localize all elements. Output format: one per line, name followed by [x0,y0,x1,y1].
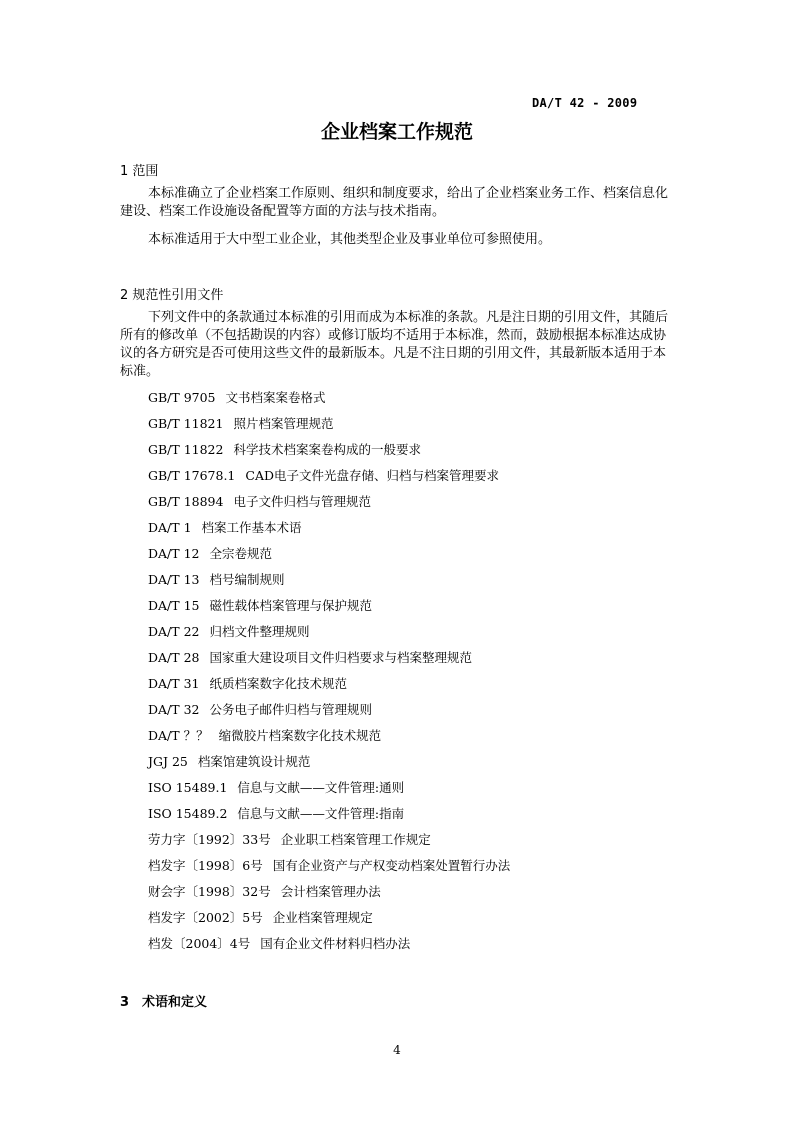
section-heading-scope: 1 范围 [120,164,159,179]
reference-title: 国有企业资产与产权变动档案处置暂行办法 [272,858,511,873]
scope-paragraph-1: 本标准确立了企业档案工作原则、组织和制度要求，给出了企业档案业务工作、档案信息化建设、档案工作设施设备配置等方面的方法与技术指南。 [120,186,669,219]
standard-code: DA/T 42 - 2009 [532,96,638,110]
reference-code: 档发〔2004〕4号 [148,936,251,951]
reference-item [148,805,510,831]
scope-paragraph-2: 本标准适用于大中型工业企业，其他类型企业及事业单位可参照使用。 [148,232,552,247]
reference-title: 档案馆建筑设计规范 [197,754,311,769]
reference-title: 信息与文献——文件管理:通则 [237,780,405,795]
reference-item [148,675,510,701]
reference-item [148,415,510,441]
reference-code: DA/T 22 [148,624,200,639]
reference-list [148,389,510,961]
reference-code: 档发字〔1998〕6号 [148,858,263,873]
reference-code: GB/T 11821 [148,416,224,431]
reference-title: 归档文件整理规则 [209,624,310,639]
reference-item [148,935,510,961]
reference-item [148,649,510,675]
reference-item [148,909,510,935]
reference-title: 磁性载体档案管理与保护规范 [209,598,372,613]
reference-item [148,831,510,857]
reference-title: 信息与文献——文件管理:指南 [237,806,405,821]
reference-code: DA/T 28 [148,650,200,665]
reference-title: 全宗卷规范 [209,546,272,561]
reference-code: ISO 15489.2 [148,806,228,821]
reference-code: DA/T 15 [148,598,200,613]
reference-code: DA/T 13 [148,572,200,587]
reference-item [148,441,510,467]
reference-title: 公务电子邮件归档与管理规则 [209,702,372,717]
reference-item [148,727,510,753]
section-heading-terms-definitions: 3 术语和定义 [120,995,208,1010]
reference-item [148,467,510,493]
references-intro-paragraph: 下列文件中的条款通过本标准的引用而成为本标准的条款。凡是注日期的引用文件，其随后所有的修改单（不包括勘误的内容）或修订版均不适用于本标准，然而，鼓励根据本标准达成协议的各方研究是否可使用这些文件的最新版本。凡是不注日期的引用文件，其最新版本适用于本标准。 [120,310,669,379]
reference-item [148,519,510,545]
reference-code: DA/T 32 [148,702,200,717]
reference-title: 电子文件归档与管理规范 [233,494,371,509]
reference-title: 国有企业文件材料归档办法 [260,936,411,951]
reference-title: 会计档案管理办法 [280,884,381,899]
reference-title: 文书档案案卷格式 [225,390,326,405]
reference-item [148,779,510,805]
reference-code: JGJ 25 [148,754,188,769]
reference-item [148,701,510,727]
reference-title: 国家重大建设项目文件归档要求与档案整理规范 [209,650,472,665]
reference-item [148,545,510,571]
reference-title: 缩微胶片档案数字化技术规范 [218,728,382,743]
reference-code: GB/T 18894 [148,494,224,509]
reference-code: ISO 15489.1 [148,780,228,795]
reference-title: 照片档案管理规范 [233,416,334,431]
reference-item [148,857,510,883]
reference-code: DA/T ？？ [148,728,209,743]
reference-title: 档案工作基本术语 [201,520,302,535]
reference-code: GB/T 11822 [148,442,224,457]
reference-item [148,753,510,779]
page-number: 4 [393,1043,401,1057]
reference-title: 科学技术档案案卷构成的一般要求 [233,442,421,457]
document-title: 企业档案工作规范 [320,121,473,143]
section-heading-normative-references: 2 规范性引用文件 [120,288,224,303]
reference-code: GB/T 9705 [148,390,216,405]
reference-code: GB/T 17678.1 [148,468,236,483]
reference-title: 企业职工档案管理工作规定 [280,832,431,847]
reference-item [148,493,510,519]
reference-code: DA/T 12 [148,546,200,561]
reference-title: 档号编制规则 [209,572,285,587]
reference-title: 企业档案管理规定 [272,910,373,925]
reference-code: 财会字〔1998〕32号 [148,884,271,899]
reference-code: DA/T 31 [148,676,200,691]
reference-item [148,623,510,649]
reference-code: 劳力字〔1992〕33号 [148,832,271,847]
reference-title: CAD电子文件光盘存储、归档与档案管理要求 [245,468,500,483]
reference-code: DA/T 1 [148,520,192,535]
reference-item [148,883,510,909]
reference-item [148,597,510,623]
reference-item [148,571,510,597]
reference-title: 纸质档案数字化技术规范 [209,676,347,691]
reference-code: 档发字〔2002〕5号 [148,910,263,925]
reference-item [148,389,510,415]
